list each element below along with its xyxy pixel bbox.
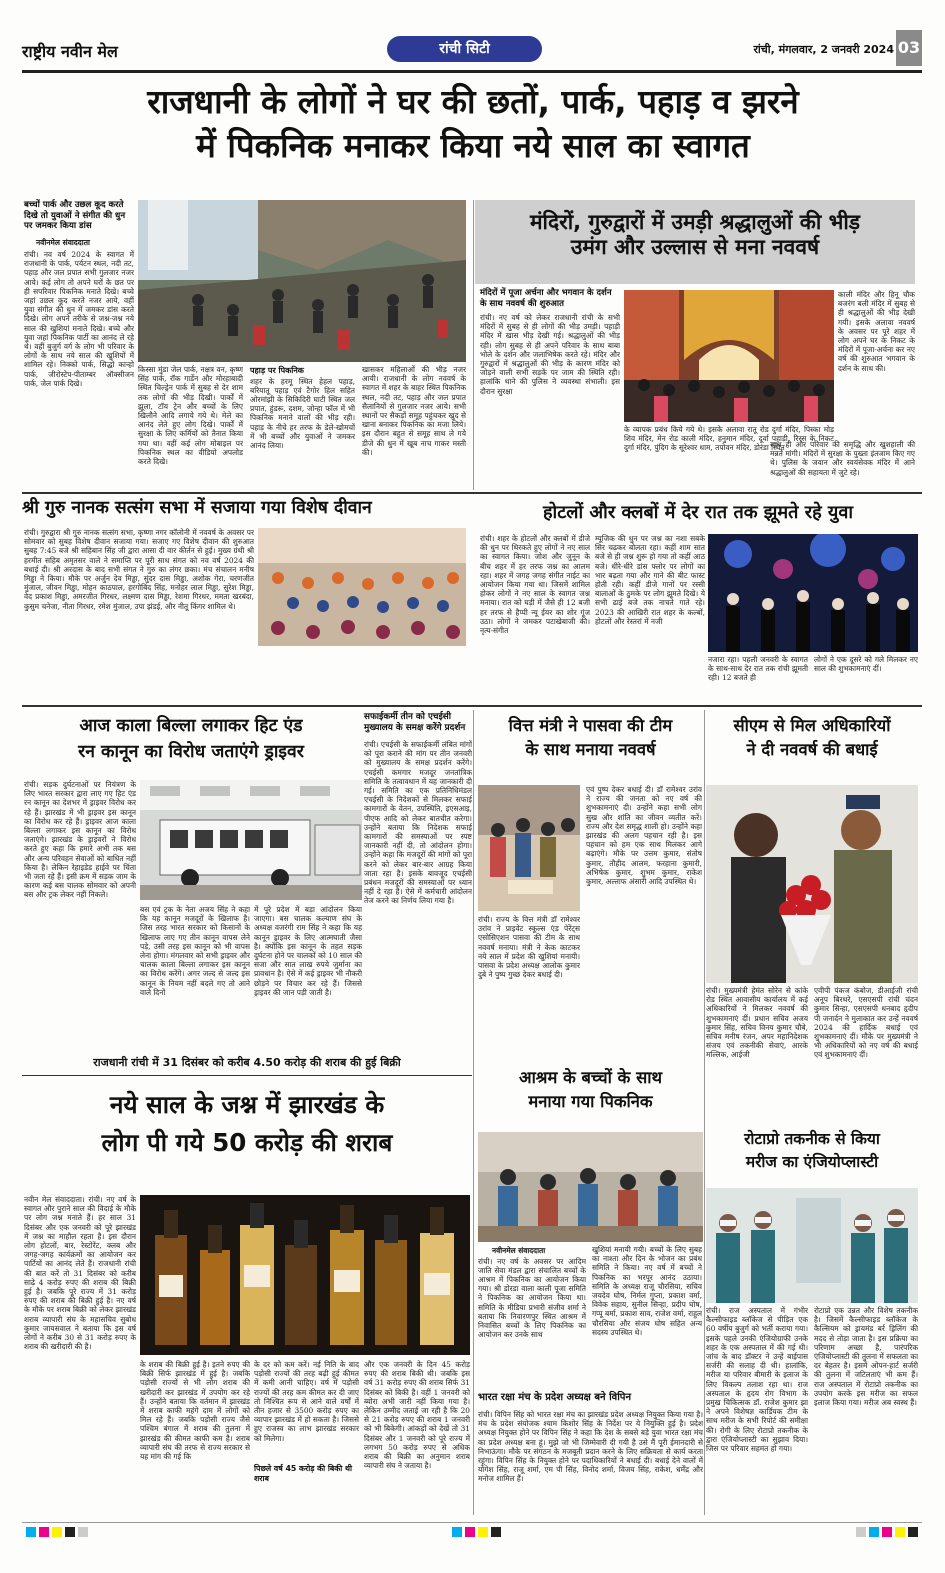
hotels-caption-2: लोगों ने एक दूसरे को गले मिलकर नए साल की शुभकामनाएं दीं। xyxy=(814,655,918,674)
ashram-headline-2: मनाया गया पिकनिक xyxy=(528,1092,653,1111)
blackbadge-col3: में पूरे प्रदेश में बड़ा आंदोलन किया जाएगा। बस चालक कल्याण संघ के अध्यक्ष वजरंगी राम सिंह ने कहा कि यह कानून ड्राइवर के लिए आत्मघाती जैसा है। क्योंकि इस कानून के तहत सड़क दुर्घटना होने पर चालकों को 10 साल की सजा और सात लाख रुपये जुर्माना का प्रावधान है। ऐसे में कई ड्राइवर भी नौकरी छोड़ने पर विचार कर रहे हैं। जिससे ड्राइवर की जान पड़ी जाती है। xyxy=(254,905,362,997)
blackbadge-headline-2: रन कानून का विरोध जताएंगे ड्राइवर xyxy=(78,742,304,762)
ashram-col1 xyxy=(478,1245,586,1375)
liquor-headline-2: लोग पी गये 50 करोड़ की शराब xyxy=(101,1128,393,1157)
hotels-col2: म्यूजिक की धुन पर जश्न का नशा सबके सिर चढ़कर बोलता रहा। कहीं शाम सात बजे से ही जश्न शुरू हो गया तो कहीं आठ बजे। धीरे-धीरे डांस फ्लोर पर लोगों का भार बढ़ता गया और गाने की बीट फास्ट होती रही। कहीं डीजे गानों पर रस्सी बालाओं के ठुमके पर लोग झूमते दिखे। ये सभी ढाई बजे तक नाचते गाते रहे। 2023 की आखिरी रात शहर के कल्बों, होटलों और रेस्तरां में नजी xyxy=(595,534,705,626)
lead-kicker-box xyxy=(24,200,134,465)
ashram-body: रांची। नए वर्ष के अवसर पर आदिम जाति सेवा मंडल द्वारा संचालित बच्चों के आश्रम में पिकनिक का आयोजन किया गया। श्री डोरडा वाला काली पूजा समिति ने पिकनिक का आयोजन किया था। समिति के मीडिया प्रभारी संजीव शर्मा ने बताया कि निवारणपुर स्थित आश्रम में निवासित बच्चों के लिए पिकनिक का आयोजन कर उनके साथ xyxy=(478,1256,586,1340)
temples-bottom: साथ ही और परिवार की समृद्धि और खुशहाली की मन्नतें मांगी। मंदिरों में सुरक्षा के पुख्ता इंतजाम किए गए थे। पुलिस के जवान और स्वयंसेवक मंदिर में आने श्रद्धालुओं की सहायता में जुटे रहे। xyxy=(770,440,915,477)
ashram-sub-body: रांची। विपिन सिंह को भारत रक्षा मंच का झारखंड प्रदेश अध्यक्ष नियुक्त किया गया है। मंच के प्रदेश संयोजक श्याम किशोर सिंह के निर्देश पर ये नियुक्ति हुई है। प्रदेश अध्यक्ष नियुक्त होने पर विपिन सिंह ने कहा कि देश के सबसे बड़े युवा भारत रक्षा मंच का प्रदेश अध्यक्ष बना हूं। मुझे जो भी जिम्मेवारी दी गयी है उसे मैं पूरी ईमानदारी से निभाऊंगा। मौके पर संगठन के मजबूती प्रदान करने के लिए सक्रियता से कार्य करता रहूंगा। विपिन सिंह के नियुक्त होने पर पदाधिकारियों ने बधाई दी। बधाई देने वालों में योगेश सिंह, राजू शर्मा, एम पी सिंह, विनोद शर्मा, विजय सिंह, राकेश, धर्मेंद्र और मनोज शामिल हैं। xyxy=(478,1410,703,1484)
lead-kicker: बच्चों पार्क और उछल कूद करते दिखे तो युवाओं ने संगीत की धुन पर जमकर किया डांस xyxy=(24,200,126,231)
temples-kicker: मंदिरों में पूजा अर्चना और भगवान के दर्शन के साथ नववर्ष की शुरुआत xyxy=(480,288,612,309)
liquor-col3 xyxy=(254,1360,359,1484)
lead-col3 xyxy=(250,365,355,489)
liquor-col3-head: पिछले वर्ष 45 करोड़ की बिकी थी शराब xyxy=(254,1464,353,1483)
blackbadge-photo xyxy=(140,780,362,900)
liquor-body: नवीन मेल संवाददाता। रांची। नए वर्ष के स्वागत और पुराने साल की विदाई के मौके पर लोग जश्न मनाते हैं। हर साल 31 दिसंबर और एक जनवरी को पूरे झारखंड में जश्न का माहौल रहता है। इस दौरान लोग होटलों, बार, रेस्टोरेंट, क्लब और जगह-जगह कार्यक्रमों का आयोजन कर पार्टियों का आनंद लेते हैं। राजधानी रांची की बात करें तो 31 दिसंबर को करीब साढ़े 4 करोड़ रुपए की शराब की बिक्री हुई है। जबकि पूरे राज्य में 31 करोड़ रुपए की शराब की बिक्री हुई है। नए वर्ष के मौके पर शराब बिक्री को लेकर झारखंड शराब व्यापारी संघ के महासचिव सुबोध कुमार जायसवाल ने बताया कि इस वर्ष लोगों ने करीब 30 से 31 करोड़ रुपए के शराब की खरीदारी की है। xyxy=(24,1195,136,1352)
color-swatches xyxy=(452,1525,501,1539)
blackbadge-body: रांची। सड़क दुर्घटनाओं पर नियंत्रण के लिए भारत सरकार द्वारा लाए गए हिट एंड रन कानून का देशभर में ड्राइवर विरोध कर रहे हैं। झारखंड में भी ड्राइवर इस कानून का विरोध कर रहे हैं। ड्राइवर आज काला बिल्ला लगाकर इस कानून का विरोध जताएंगे। झारखंड के ड्राइवरों ने विरोध करते हुए कहा कि हमारे अभी तक बस और अन्य परिवहन सेवाओं को बाधित नहीं किया है। लेकिन रेहाइडेड हाईवे पर चिंता भी जता रहे हैं। इसी क्रम में सड़क जाम के कारण कई बस चालक सोमवार को अपनी बस और ट्रक लेकर नहीं निकले। xyxy=(24,780,136,900)
paper-name: राष्ट्रीय नवीन मेल xyxy=(22,42,118,61)
hotels-caption: नजारा रहा। पहली जनवरी के स्वागत के साथ-साथ देर रात तक रांची झूमती रही। 12 बजते ही xyxy=(708,655,808,683)
lead-col3-head: पहाड़ पर पिकनिक xyxy=(250,366,304,375)
lead-col2: किस्सा मुंडा जेल पार्क, नक्षत्र वन, कृष्ण सिंह पार्क, रॉक गार्डेन और मोरहाबादी स्थित चिल्ड्रेन पार्क में सुबह से देर शाम तक लोगों की भीड़ दिखी। पार्कों में झूला, टॉय ट्रेन और बच्चों के लिए खिलौने आदि लगाये गये थे। मेले का आनंद लेते हुए लोग दिखे। पार्कों में सुरक्षा के लिए कर्मियों को तैनात किया गया था। वहीं कई लोग मोबाइल पर पिकनिक स्थल का वीडियो अपलोड करते दिखे। xyxy=(138,365,243,467)
temples-headline-1: मंदिरों, गुरुद्वारों में उमड़ी श्रद्धालुओं की भीड़ xyxy=(529,210,861,234)
safai-story xyxy=(364,712,472,1025)
gurunanak-body: रांची। गुरुद्वारा श्री गुरु नानक सत्संग सभा, कृष्णा नगर कॉलोनी में नववर्ष के अवसर पर सोमवार को सुबह विशेष दीवान सजाया गया। सजाए गए विशेष दीवान की शुरुआत सुबह 7:45 बजे श्री सहिबान सिंह जी द्वारा आसा दी वार कीर्तन से हुई। मुख्य ग्रंथी श्री हरमीत सहिब अमृतसर वाले ने समाप्ति पर पूरी साध संगत को नव वर्ष 2024 की बधाई दी। श्री अरदास के बाद सभी संगत ने गुरु का लंगर छका। मंच संचालन मनीष मिड्ढा ने किया। मौके पर अर्जुन देव मिड्ढा, सुंदर दास मिड्ढा, अशोक गेरा, चरणजीत मुंजाल, जीवन मिड्ढा, मोहन काठपाल, हरगोबिंद सिंह, मनोहर लाल मिड्ढा, सुरेश मिड्ढा, वेद प्रकाश मिड्ढा, अमरजीत गिरधर, लक्ष्मण दास मिड्ढा, रेशमा गिरधर, ममता खरबंदा, कुसुम चनेजा, नीता गिरधर, रमेश मुंजाल, उपा झंडई, और नीतू किंगर शामिल थे। xyxy=(24,528,254,611)
blackbadge-headline-1: आज काला बिल्ला लगाकर हिट एंड xyxy=(79,716,303,736)
liquor-headline-1: नये साल के जश्न में झारखंड के xyxy=(109,1090,385,1119)
cm-body: रांची। मुख्यमंत्री हेमंत सोरेन से कांके रोड स्थित आवासीय कार्यालय में कई अधिकारियों ने मिलकर नववर्ष की शुभकामनाएं दीं। प्रधान सचिव अजय कुमार सिंह, सचिव विनय कुमार चौबे, सचिव मनीष रंजन, अपर महानिदेशक संजय एवं तकनीकी सेवाएं, आरके मल्लिक, आईजी xyxy=(706,986,808,1060)
temples-headline-2: उमंग और उल्लास से मना नववर्ष xyxy=(570,235,820,260)
cm-col2: एवीपी पंकज कंबोज, डीआईजी रांची अनूप बिरथरे, एसएसपी रांची चंदन कुमार सिन्हा, एसएसपी धनबाद हृदीप पी जनार्दन ने मुलाकात कर उन्हें नववर्ष 2024 की हार्दिक बधाई एवं शुभकामनाएं दीं। मौके पर मुख्यमंत्री ने भी अधिकारियों को नए वर्ष की बधाई एवं शुभकामनाएं दीं। xyxy=(814,986,918,1060)
hotels-photo xyxy=(708,534,918,652)
finance-headline-1: वित्त मंत्री ने पासवा की टीम xyxy=(508,716,673,735)
section-label: रांची सिटी xyxy=(387,36,542,62)
rotapro-body: रांची। राज अस्पताल में गंभीर कैल्सीफाइड ब्लॉकेज से पीड़ित एक 60 वर्षीय बुजुर्ग को भर्ती कराया गया। इसके पहले उनकी एंजियोग्राफी उनके शहर के एक अस्पताल में की गई थी। जांच के बाद डॉक्टर ने उन्हें बाईपास सर्जरी की सलाह दी थी। हालांकि, मरीज या परिवार बीमारी के इलाज के लिए विकल्प तलाश रहा था। राज अस्पताल के हृदय रोग विभाग के प्रमुख चिकित्सक डॉ. राजेश कुमार झा ने अपने विशेषज्ञ कार्डियक टीम के साथ मरीज के सभी रिपोर्ट की समीक्षा की। रोगी के लिए रोटाप्रो तकनीक के द्वारा एंजियोप्लास्टी का सुझाव दिया। जिस पर परिवार सहमत हो गया। xyxy=(706,1306,808,1454)
temples-col-right: काली मंदिर और हिनू चौक बजरंग बली मंदिर में सुबह से ही श्रद्धालुओं की भीड़ देखी गयी। इसके अलावा नववर्ष के अवसर पर पूरे शहर में लोग अपने घर के निकट के मंदिरों में पूजा-अर्चना कर नए वर्ष की शुरुआत भगवान के दर्शन के साथ की। xyxy=(838,290,915,373)
ashram-byline: नवीनमेल संवाददाता xyxy=(492,1246,546,1255)
temples-caption: के व्यापक प्रबंध किये गये थे। इसके अलावा रातू रोड दुर्गा मंदिर, पिस्का मोड़ शिव मंदिर, मेन रोड काली मंदिर, हनुमान मंदिर, दूर्वा पहाड़ी, रिस्स के निकट दुर्गा मंदिर, पुंदिग के सूरेश्वर धाम, तपोवन मंदिर, डोरंडा स्थित xyxy=(624,425,834,453)
lead-body: रांची। नव वर्ष 2024 के स्वागत में राजधानी के पार्क, पर्यटन स्थल, नदी तट, पहाड़ और जल प्रपात सभी गुलजार नजर आये। कई लोग तो अपने घरों के छत पर ही सपरिवार पिकनिक मनाते दिखे। बच्चे जहां उछल कूद करते नजर आये, वहीं युवा संगीत की धुन में जमकर डांस करते दिखे। लोग अपने तरीके से जश्न-जश्न नये साल की खुशियां मनाते दिखे। बच्चे और युवा जहां पिकनिक पार्टी का आनंद ले रहे थे। वहीं बुजुर्ग वर्ग के लोग भी परिवार के लोगों के साथ नये साल की खुशियों में शामिल रहे। निक्को पार्क, सिद्धो कान्हो पार्क, जीरोस्टेप-पीताम्बर ऑक्सीजन पार्क, जेल पार्क दिखे। xyxy=(24,250,134,388)
hotels-headline: होटलों और क्लबों में देर रात तक झूमते रहे युवा xyxy=(543,502,853,523)
ashram-headline-1: आश्रम के बच्चों के साथ xyxy=(518,1068,663,1087)
lead-byline: नवीनमेल संवाददाता xyxy=(36,237,90,247)
safai-kicker: सफाईकर्मी तीन को एचईसी मुख्यालय के समक्ष करेंगे प्रदर्शन xyxy=(364,712,466,733)
ashram-col2: खुशियां मनायी गयी। बच्चों के लिए सुबह का नाश्ता और दिन के भोजन का प्रबंध समिति ने किया। नए वर्ष में बच्चों ने पिकनिक का भरपूर आनंद उठाया। समिति के अध्यक्ष राजू चौरसिया, सचिव जयदेव घोष, निर्मल गुप्ता, प्रकाश वर्मा, विवेक सहाय, सुनील सिन्हा, प्रदीप घोष, गप्पू बर्मा, प्रकाश साव, राजेश वर्मा, राहुल चौरसिया और संजय घोष सहित अन्य सदस्य उपस्थित थे। xyxy=(592,1245,702,1337)
liquor-strap: राजधानी रांची में 31 दिसंबर को करीब 4.50 करोड़ की शराब की हुई बिक्री xyxy=(93,1056,401,1069)
liquor-photo xyxy=(140,1195,470,1355)
safai-body: रांची। एचईसी के सफाईकर्मी लंबित मांगों को पूरा कराने की मांग पर तीन जनवरी को मुख्यालय के समक्ष प्रदर्शन करेंगे। एचईसी कमगार मजदूर जनतांत्रिक समिति के तत्वावधान में यह जानकारी दी गई। समिति का एक प्रतिनिधिमंडल एचईसी के निदेशकों से मिलकर सफाई कामगारों के वेतन, उपस्थिति, इएसआइ, पीएफ आदि को लेकर बातचीत करेगा। उन्होंने बताया कि निदेशक सफाई कामगारों की समस्याओं पर स्पष्ट जानकारी नहीं दी, तो आंदोलन होगा। उन्होंने कहा कि मजदूरों की मांगों को पूरा करने को लेकर बार-बार आग्रह किया जाता रहा है। इसके बावजूद एचईसी प्रबंधन मजदूरों की समस्याओं पर ध्यान नहीं दे रहा है। ऐसे में कर्मचारी आंदोलन तेज करने का निर्णय लिया गया है। xyxy=(364,740,472,906)
cm-photo xyxy=(706,785,918,983)
lead-headline-2: में पिकनिक मनाकर किया नये साल का स्वागत xyxy=(196,126,750,165)
finance-col2: एवं पुष्प देकर बधाई दी। डॉ रामेश्वर उरांव ने राज्य की जनता को नए वर्ष की शुभकामनाएं दी। उन्होंने कहा सभी लोग सुख और शांति का जीवन व्यतीत करें। राज्य और देश समृद्ध शाली हो। उन्होंने कहा झारखंड की अलग पहचान रही है। इस पहचान को हम एक साथ मिलकर आगे बढ़ाएंगे। मौके पर उत्तम कुमार, संतोष कुमार, तौहीद आलम, फरहाना कुमारी, अभिषेक कुमार, शुभम कुमार, राकेश कुमार, अल्ताफ अंसारी आदि उपस्थित थे। xyxy=(586,785,702,887)
finance-photo xyxy=(478,785,580,911)
masthead xyxy=(22,30,922,73)
finance-headline-2: के साथ मनाया नववर्ष xyxy=(525,740,656,759)
lead-photo xyxy=(138,200,466,362)
divider xyxy=(22,492,922,494)
gurunanak-photo xyxy=(258,528,466,646)
blackbadge-col2: बस एवं ट्रक के नेता अजय सिंह ने कहा कि यह कानून मजदूरों के खिलाफ है। जिस तरह भारत सरकार को किसानों के खिलाफ लाए गए तीन कानून वापस लेने पड़े, उसी तरह इस कानून को भी वापस लेना होगा। मंगलवार को सभी ड्राइवर और चालक काला बिल्ला लगाकर इस कानून का विरोध करेंगे। अगर जल्द से जल्द इस कानून के नियम नहीं बदले गए तो आने वाले दिनों xyxy=(140,905,250,997)
finance-body: रांची। राज्य के वित्त मंत्री डॉ रामेश्वर उरांव ने प्राइवेट स्कूल्स एंड पेरेंट्स एसोसिएशन पासवा की टीम के साथ नववर्ष मनाया। मंत्री ने केक काटकर नये साल में प्रदेश की खुशियां मनायी। पासवा के प्रदेश अध्यक्ष आलोक कुमार दुबे ने पुष्प गुच्छ देकर बधाई दी। xyxy=(478,915,580,980)
ashram-photo xyxy=(478,1132,703,1242)
temples-photo xyxy=(624,290,834,422)
rotapro-photo xyxy=(706,1188,918,1303)
rotapro-headline-1: रोटाप्रो तकनीक से किया xyxy=(744,1130,880,1148)
liquor-col4: और एक जनवरी के दिन 45 करोड़ रुपए की शराब बिकी थी। जबकि इस वर्ष 31 करोड़ रुपए की शराब सिर्फ 31 दिसंबर को बिकी है। वहीं 1 जनवरी को ब्योरा अभी जारी नहीं किया गया है। लेकिन उम्मीद जताई जा रही है कि 20 से 21 करोड़ रुपए की शराब 1 जनवरी को भी बिकेगी। आंकड़ों को देखें तो 31 दिसंबर और 1 जनवरी को पूरे राज्य में लगभग 50 करोड़ रुपए से अधिक शराब की बिक्री का अनुमान शराब व्यापारी संघ ने जताया है। xyxy=(364,1360,470,1471)
hotels-col1: रांची। शहर के होटलों और क्लबों में डीजे की धुन पर थिरकते हुए लोगों ने नए साल का स्वागत किया। जोश और जुनून के बीच शहर में हर तरफ जश्न का आलम रहा। शहर में जगह जगह संगीत नाईट का आयोजन किया गया था। जिसमें शामिल होकर लोगों ने नए साल के स्वागत जश्न मनाया। रात को घड़ी में जैसे ही 12 बजी हर तरफ से हैप्पी न्यू ईयर का शोर गूंज उठा। लोगों ने जमकर पटाखेबाजी की। नृत्य-संगीत xyxy=(480,534,590,636)
gurunanak-headline: श्री गुरु नानक सत्संग सभा में सजाया गया विशेष दीवान xyxy=(22,498,372,518)
ashram-sub-head: भारत रक्षा मंच के प्रदेश अध्यक्ष बने विपिन xyxy=(478,1392,632,1403)
lead-headline-1: राजधानी के लोगों ने घर की छतों, पार्क, पहाड़ व झरने xyxy=(147,82,799,121)
temples-head-box xyxy=(475,200,915,284)
color-swatches xyxy=(26,1525,88,1539)
lead-col3-body: शहर के हरमू स्थित हेहल पहाड़, बरियातू पहाड़ एवं टैगोर हिल सहित ओरमांझी के सिकिदिरी घाटी स्थित जल प्रपात, हुंडरू, दशम, जोन्हा फॉल में भी पिकनिक मनाने वालों की भीड़ रही। पहाड़ के नीचे हर तरफ के डेले-खोमचों में भी बच्चों और युवाओं ने जमकर आनंद लिया। xyxy=(250,376,355,450)
divider xyxy=(22,705,922,707)
liquor-col2: के शराब की बिक्री हुई है। इतने रुपए की बिक्री सिर्फ झारखंड में हुई है। जबकि पड़ोसी राज्यों से भी लोग शराब की खरीदारी कर झारखंड में उपयोग कर रहे हैं। उन्होंने बताया कि वर्तमान में झारखंड में शराब काफी महंगे दाम में लोगों को मिल रहे हैं। जबकि पड़ोसी राज्य जैसे पश्चिम बंगाल में शराब की तुलना में झारखंड की कीमत काफी कम है। शराब व्यापारी संघ की तरफ से राज्य सरकार से यह मांग की गई कि xyxy=(140,1360,250,1462)
dateline: रांची, मंगलवार, 2 जनवरी 2024 xyxy=(753,43,894,56)
temples-col1 xyxy=(480,288,620,461)
lead-col4: खासकर महिलाओं की भीड़ नजर आयी। राजधानी के लोग नववर्ष के स्वागत में शहर के बाहर स्थित पिकनिक स्थल, नदी तट, पहाड़ और जल प्रपात सैलानियों से गुलजार नजर आये। सभी स्थानों पर सैकड़ों समूह पहुंचकर खुद से खाना बनाकर पिकनिक का मजा लिये। इस दौरान बहुत से समूह साथ ले गये डीजे की धुन में खूब नाच गाकर मस्ती की। xyxy=(362,365,466,457)
column-rule xyxy=(473,710,474,1515)
cm-headline-2: ने दी नववर्ष की बधाई xyxy=(746,740,878,759)
cm-headline-1: सीएम से मिल अधिकारियों xyxy=(733,716,891,735)
color-swatches xyxy=(856,1525,918,1539)
rotapro-col2: रोटाप्रो एक उन्नत और विशेष तकनीक है। जिसमें कैल्सीफाइड ब्लॉकेज के कैल्सियम को ड्रायमंड बर्र ड्रिलिंग की मदद से तोड़ा जाता है। इस प्रक्रिया का परिणाम अच्छा है, पारंपरिक एंजियोप्लास्टी की तुलना में सफलता का दर बेहतर है। इसमें ओपन-हार्ट सर्जरी की तुलना में जटिलताएं भी कम हैं। राज अस्पताल में रोटाप्रो तकनीक का उपयोग करके इस मरीज का सफल इलाज किया गया। मरीज अब स्वस्थ हैं। xyxy=(814,1306,918,1408)
temples-body: रांची। नए वर्ष को लेकर राजधानी रांची के सभी मंदिरों में सुबह से ही लोगों की भीड़ उमड़ी। पहाड़ी मंदिर में खास भीड़ देखी गई। श्रद्धालुओं की भीड़ रही। लोग सुबह से ही अपने परिवार के साथ बाबा भोले के दर्शन और जलाभिषेक करते रहे। मंदिर और गुरुद्वारों में श्रद्धालुओं की भीड़ के कारण मंदिर को जोड़ने वाली सभी सड़कें पर जाम की स्थिति रही। हालांकि थाने की पुलिस ने व्यवस्था संभाली। इस दौरान सुरक्षा xyxy=(480,313,620,396)
divider xyxy=(22,1075,472,1076)
page-number: 03 xyxy=(896,30,922,66)
registration-bar xyxy=(22,1522,922,1537)
liquor-col3-body: के दर को कम करें। नई निति के बाद पड़ोसी राज्यों की तरह बढ़ी हुई कीमत में कमी आनी चाहिए। वर्ष में पड़ोसी राज्यों की तरह कम कीमत कर दी जाए तो निश्चित रूप से आने वाले वर्षों में तीन हजार से 3500 करोड़ रुपए का व्यापार झारखंड में हो सकता है। जिससे हुए राजस्व का लाभ झारखंड सरकार को मिलेगा। xyxy=(254,1360,359,1443)
rotapro-headline-2: मरीज का एंजियोप्लास्टी xyxy=(745,1153,879,1171)
column-rule xyxy=(704,710,705,1515)
column-rule xyxy=(473,200,474,490)
